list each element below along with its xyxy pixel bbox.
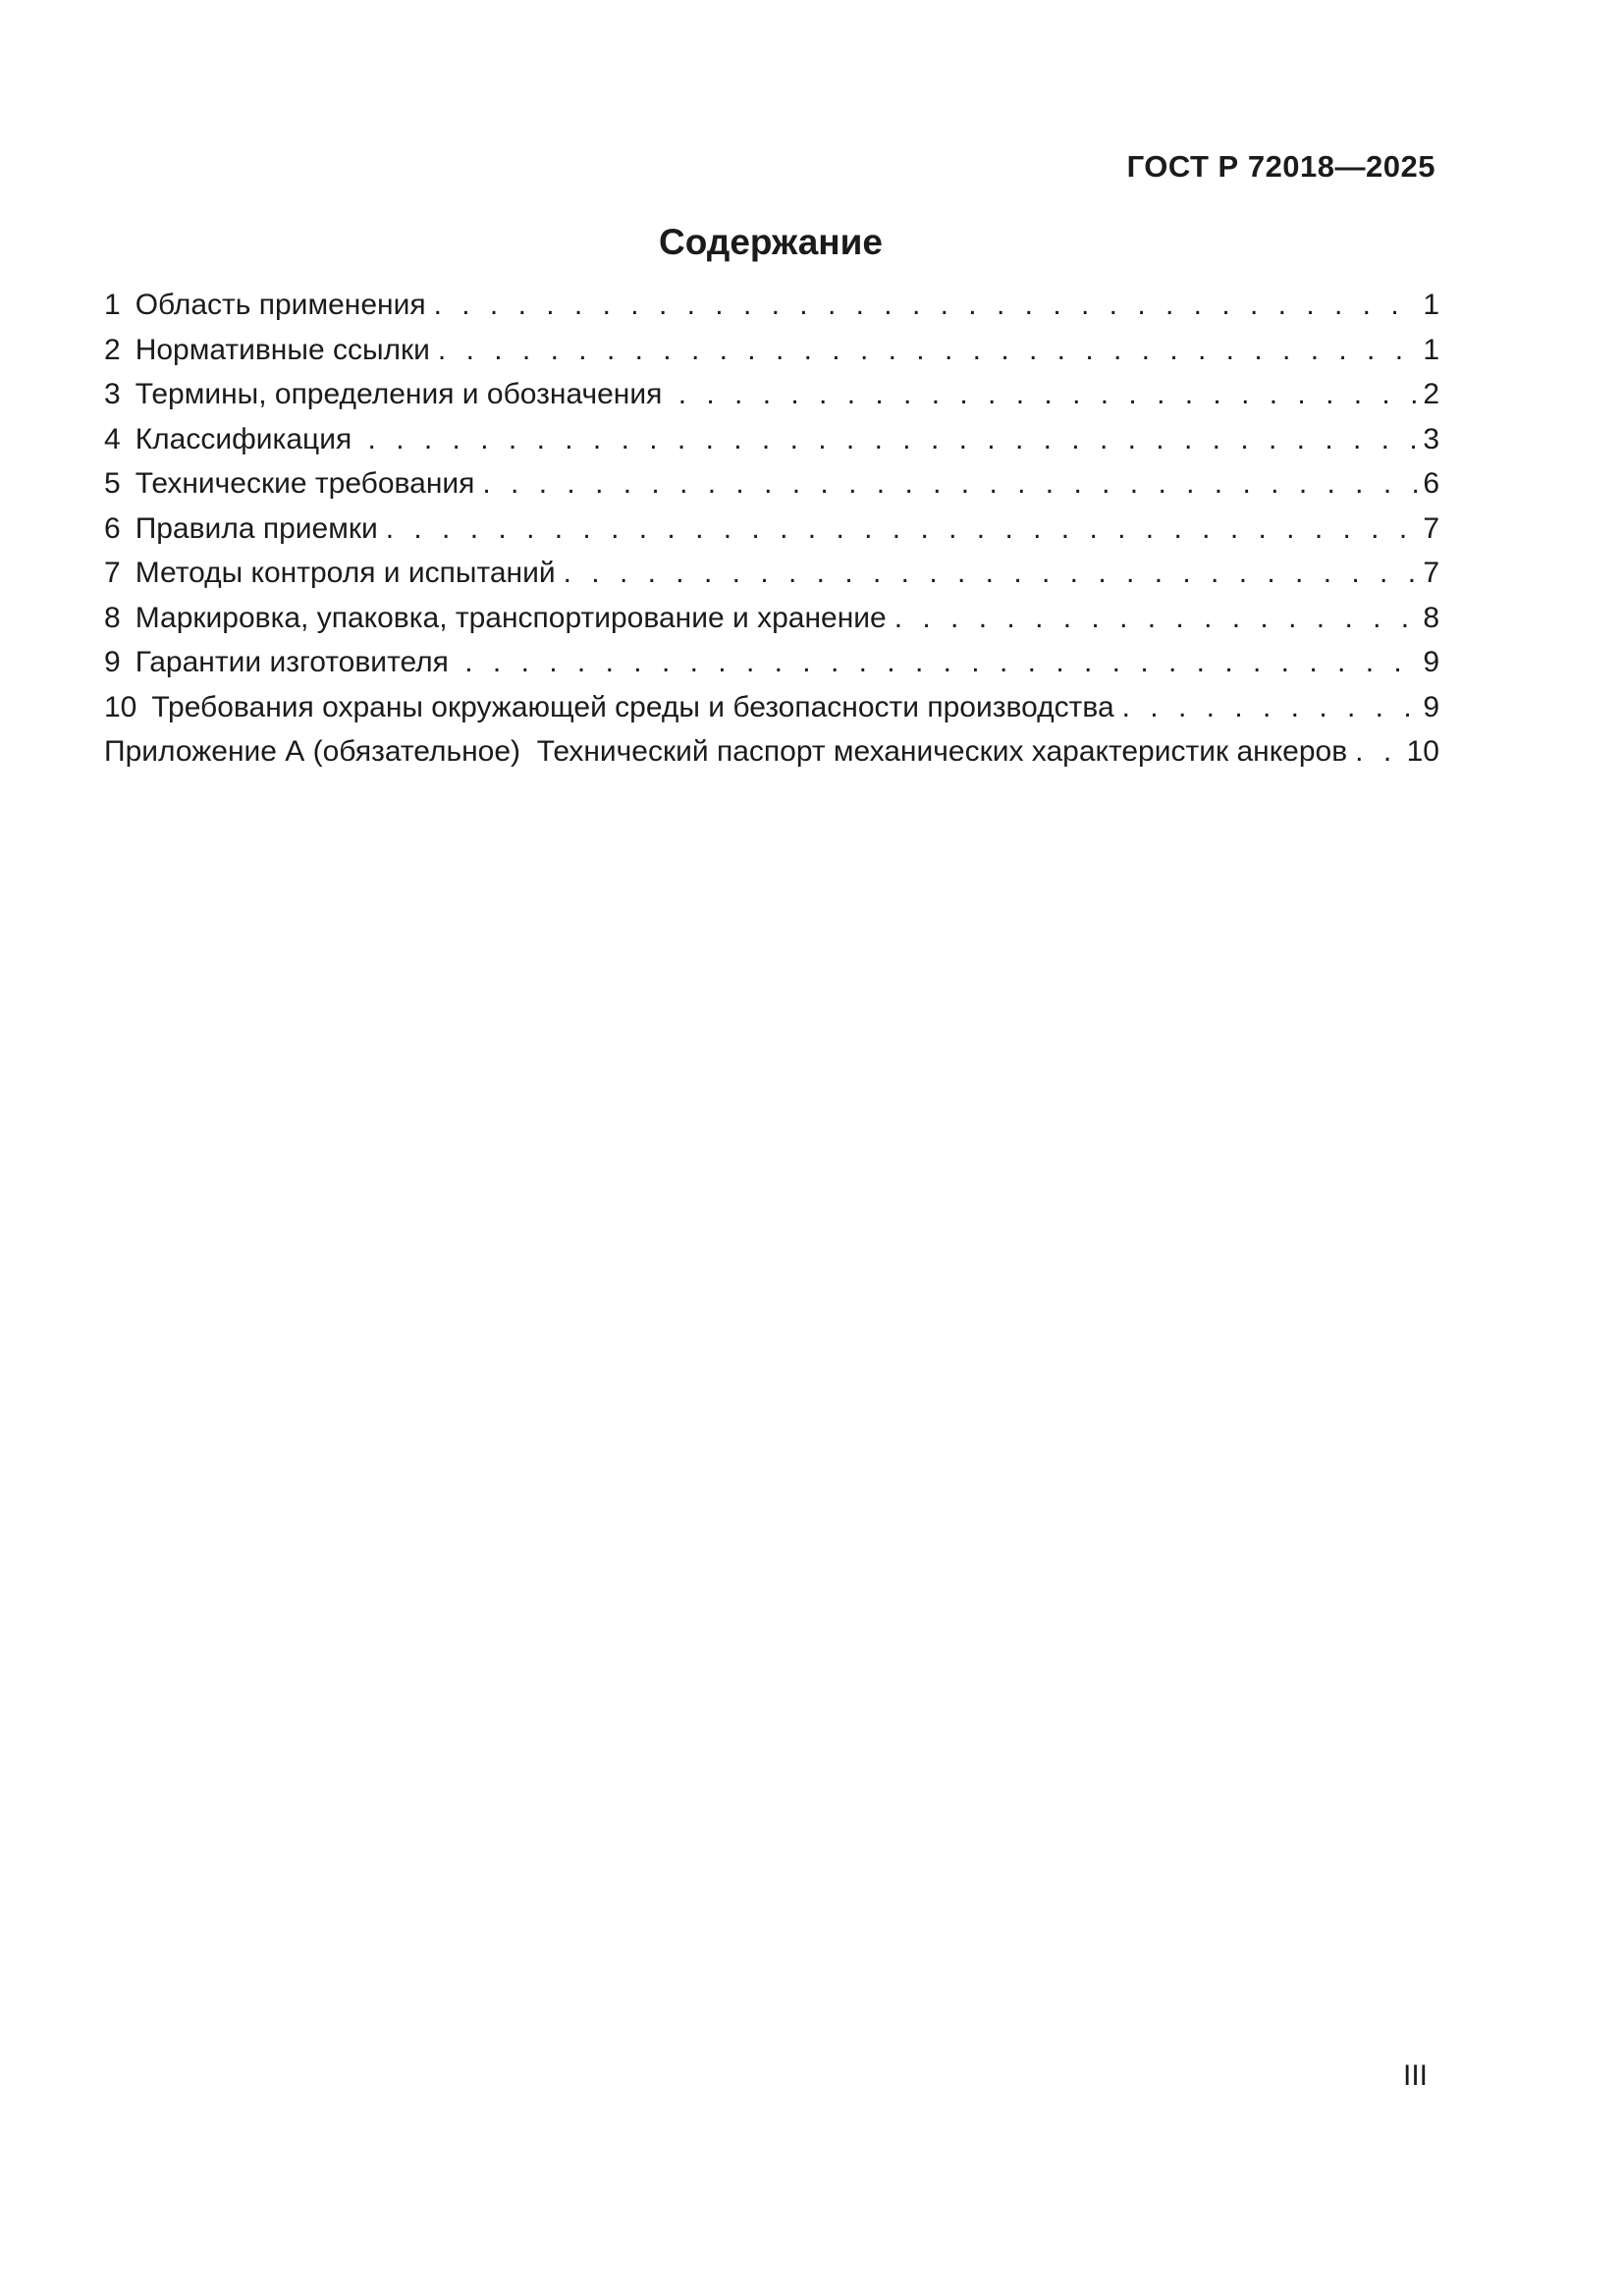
toc-entry[interactable] [104,640,1439,685]
toc-entry-number: 6 [104,511,121,545]
toc-entry-number: 5 [104,467,121,500]
toc-entry-page: 8 [1423,601,1439,634]
toc-entry-page: 2 [1423,378,1439,410]
toc-entry-title: Маркировка, упаковка, транспортирование и хранение [135,601,887,634]
page-number: III [1402,2059,1428,2092]
toc-entry-title: Методы контроля и испытаний [135,557,556,589]
dot-leader [368,417,1420,462]
dot-leader [438,328,1419,373]
toc-entry-page: 6 [1423,467,1439,500]
page-title: Содержание [659,222,883,262]
document-code: ГОСТ Р 72018—2025 [1126,149,1435,184]
toc-entry-number: 4 [104,422,121,455]
toc-entry-number: 9 [104,646,121,678]
dot-leader [1355,729,1402,774]
toc-entry-number: 1 [104,289,121,321]
toc-entry-number: 3 [104,378,121,410]
toc-entry-title: Гарантии изготовителя [135,646,458,678]
toc-entry-number: 10 [104,690,137,723]
toc-entry[interactable] [104,507,1439,552]
toc-entry[interactable] [104,729,1439,774]
toc-entry-number: 8 [104,601,121,634]
toc-entry-page: 9 [1423,646,1439,678]
toc-entry-title: Нормативные ссылки [135,333,430,366]
toc-entry[interactable] [104,596,1439,641]
toc-entry[interactable] [104,283,1439,328]
toc-entry-title: Технические требования [135,467,475,500]
dot-leader [1122,685,1420,730]
toc-entry[interactable] [104,685,1439,730]
toc-entry[interactable] [104,461,1439,507]
toc-entry-title: Термины, определения и обозначения [135,378,671,410]
toc-entry-page: 7 [1423,557,1439,589]
dot-leader [386,507,1420,552]
dot-leader [434,283,1420,328]
toc-entry-number: 7 [104,557,121,589]
toc-entry-page: 1 [1423,289,1439,321]
table-of-contents [104,283,1439,774]
dot-leader [678,372,1420,417]
toc-entry[interactable] [104,417,1439,462]
toc-entry[interactable] [104,372,1439,417]
toc-entry-title: Приложение А (обязательное) Технический паспорт механических характеристик анкеров [104,735,1348,768]
toc-entry-page: 1 [1423,333,1439,366]
toc-entry-title: Правила приемки [135,511,378,545]
dot-leader [894,596,1420,641]
toc-entry[interactable] [104,328,1439,373]
toc-entry-title: Классификация [135,422,360,455]
dot-leader [564,551,1420,596]
toc-entry[interactable] [104,551,1439,596]
toc-entry-page: 3 [1423,422,1439,455]
toc-entry-page: 7 [1423,511,1439,545]
toc-entry-number: 2 [104,333,121,366]
toc-entry-page: 10 [1406,735,1439,768]
dot-leader [482,461,1419,507]
toc-entry-title: Область применения [135,289,426,321]
toc-entry-title: Требования охраны окружающей среды и безопасности производства [151,690,1114,723]
dot-leader [464,640,1419,685]
toc-entry-page: 9 [1423,690,1439,723]
